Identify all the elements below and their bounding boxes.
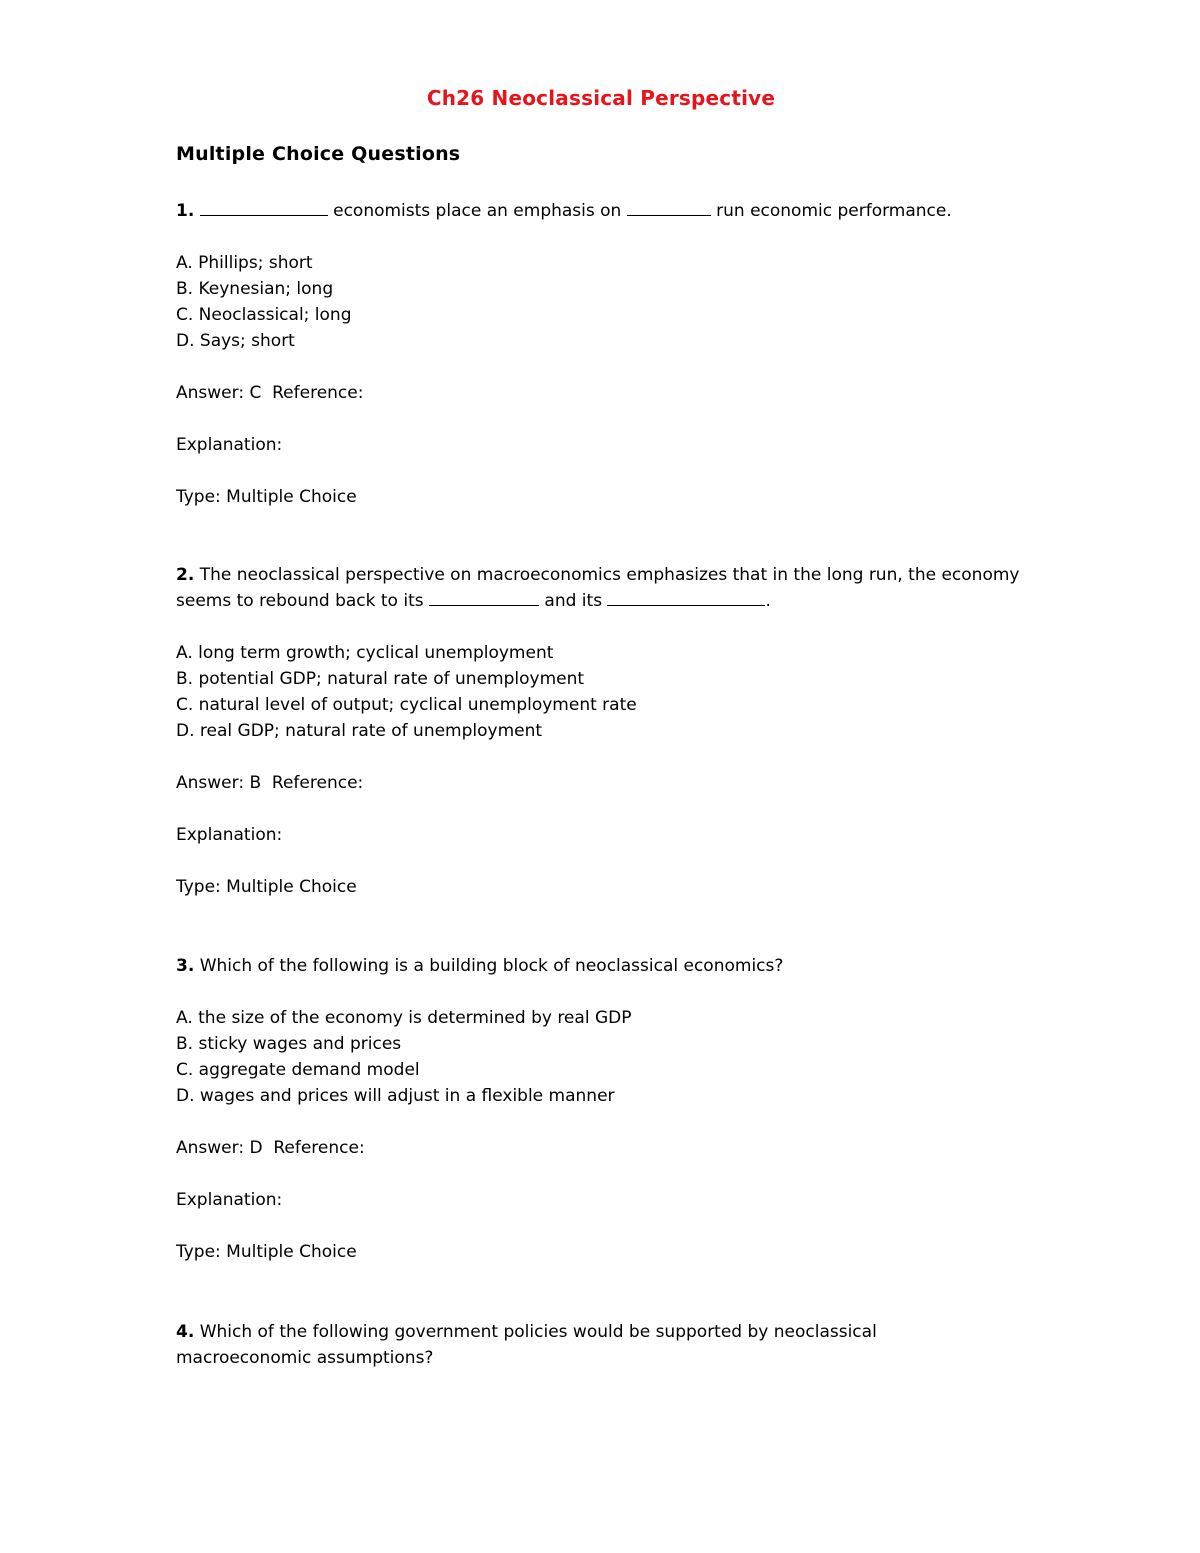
answer-line: Answer: B Reference: <box>176 773 364 793</box>
option-d: D. wages and prices will adjust in a flexible manner <box>176 1086 615 1106</box>
answer-blank <box>627 200 711 216</box>
option-b: B. sticky wages and prices <box>176 1034 402 1054</box>
option-b: B. potential GDP; natural rate of unemployment <box>176 669 585 689</box>
question-number: 4. <box>176 1322 195 1342</box>
section-heading: Multiple Choice Questions <box>176 143 461 165</box>
answer-line: Answer: D Reference: <box>176 1138 365 1158</box>
question-1 <box>176 198 1046 510</box>
explanation-line: Explanation: <box>176 1190 283 1210</box>
question-2 <box>176 562 1046 900</box>
question-3 <box>176 953 1046 1265</box>
answer-blank <box>607 590 765 606</box>
question-stem: 3. Which of the following is a building block of neoclassical economics? <box>176 956 784 976</box>
question-stem: 1. economists place an emphasis on run economic performance. <box>176 201 952 221</box>
document-title: Ch26 Neoclassical Perspective <box>426 86 776 110</box>
type-line: Type: Multiple Choice <box>176 1242 357 1262</box>
question-stem: 4. Which of the following government policies would be supported by neoclassical <box>176 1322 877 1342</box>
option-c: C. Neoclassical; long <box>176 305 352 325</box>
question-stem: 2. The neoclassical perspective on macroeconomics emphasizes that in the long run, the economy <box>176 565 1020 585</box>
type-line: Type: Multiple Choice <box>176 487 357 507</box>
option-d: D. Says; short <box>176 331 295 351</box>
type-line: Type: Multiple Choice <box>176 877 357 897</box>
answer-blank <box>200 200 328 216</box>
question-4 <box>176 1319 1046 1371</box>
question-number: 2. <box>176 565 195 585</box>
question-number: 3. <box>176 956 195 976</box>
question-stem-continued: seems to rebound back to its and its . <box>176 591 771 611</box>
option-a: A. long term growth; cyclical unemployment <box>176 643 554 663</box>
explanation-line: Explanation: <box>176 825 283 845</box>
option-b: B. Keynesian; long <box>176 279 334 299</box>
answer-line: Answer: C Reference: <box>176 383 364 403</box>
explanation-line: Explanation: <box>176 435 283 455</box>
option-c: C. aggregate demand model <box>176 1060 420 1080</box>
option-d: D. real GDP; natural rate of unemployment <box>176 721 543 741</box>
answer-blank <box>429 590 539 606</box>
document-page <box>176 0 1056 1553</box>
option-a: A. the size of the economy is determined by real GDP <box>176 1008 632 1028</box>
question-number: 1. <box>176 201 195 221</box>
option-a: A. Phillips; short <box>176 253 313 273</box>
option-c: C. natural level of output; cyclical unemployment rate <box>176 695 637 715</box>
question-stem-continued: macroeconomic assumptions? <box>176 1348 434 1368</box>
